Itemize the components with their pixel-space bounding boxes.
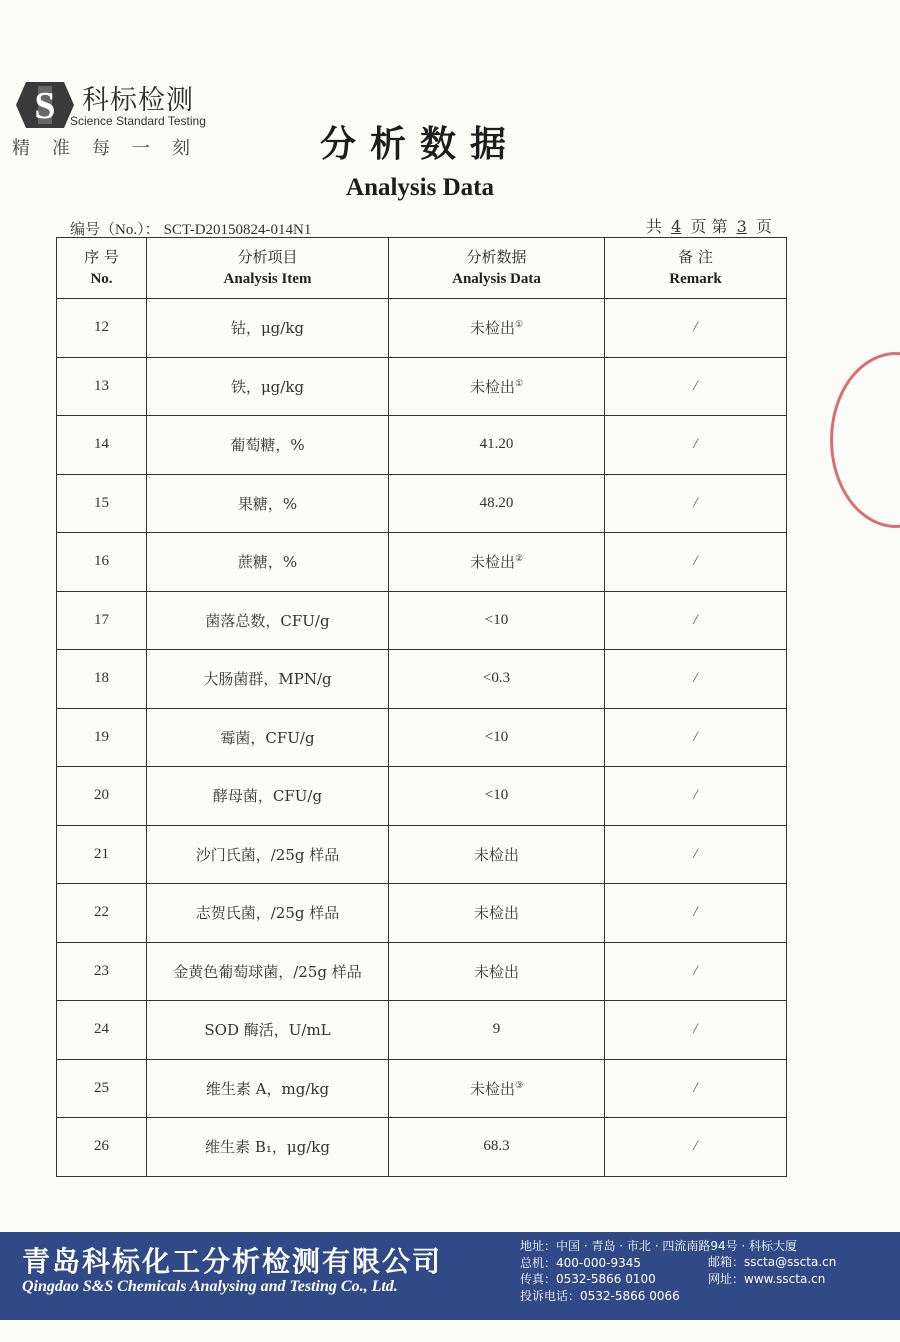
page-mid-text: 页 第 (690, 217, 728, 236)
row-remark: / (605, 357, 787, 416)
table-row (57, 942, 787, 1001)
row-no: 21 (57, 825, 147, 884)
row-no: 24 (57, 1001, 147, 1060)
row-no: 22 (57, 884, 147, 943)
row-item: 果糖，% (147, 474, 389, 533)
document-number-value: SCT-D20150824-014N1 (163, 222, 312, 238)
page-total: 4 (671, 217, 682, 236)
row-remark: / (605, 1001, 787, 1060)
row-remark: / (605, 767, 787, 826)
row-value: 未检出① (389, 357, 605, 416)
document-number-label: 编号（No.）： (70, 222, 160, 238)
row-no: 17 (57, 591, 147, 650)
row-no: 19 (57, 708, 147, 767)
row-item: 铁，μg/kg (147, 357, 389, 416)
row-item: 酵母菌，CFU/g (147, 767, 389, 826)
row-value: <10 (389, 591, 605, 650)
logo-english-name: Science Standard Testing (70, 114, 206, 128)
page-total-prefix: 共 (646, 217, 663, 236)
row-value: <10 (389, 708, 605, 767)
svg-text:S: S (34, 85, 56, 127)
footer-address: 地址：中国 · 青岛 · 市北 · 四流南路94号 · 科标大厦 (520, 1239, 798, 1253)
table-row (57, 708, 787, 767)
row-no: 26 (57, 1118, 147, 1177)
row-item: 大肠菌群，MPN/g (147, 650, 389, 709)
row-no: 16 (57, 533, 147, 592)
table-row (57, 1118, 787, 1177)
analysis-data-table (56, 237, 787, 1177)
row-item: 沙门氏菌，/25g 样品 (147, 825, 389, 884)
table-row (57, 825, 787, 884)
page-indicator (646, 214, 772, 237)
row-remark: / (605, 650, 787, 709)
footnote-marker: ① (514, 319, 524, 330)
row-item: 金黄色葡萄球菌，/25g 样品 (147, 942, 389, 1001)
row-remark: / (605, 942, 787, 1001)
footer-company-chinese: 青岛科标化工分析检测有限公司 (22, 1245, 443, 1278)
row-item: 志贺氏菌，/25g 样品 (147, 884, 389, 943)
table-row (57, 474, 787, 533)
table-row (57, 884, 787, 943)
row-remark: / (605, 825, 787, 884)
row-remark: / (605, 1059, 787, 1118)
table-row (57, 416, 787, 475)
row-no: 20 (57, 767, 147, 826)
row-remark: / (605, 474, 787, 533)
footnote-marker: ① (514, 377, 524, 388)
row-remark: / (605, 708, 787, 767)
table-row (57, 533, 787, 592)
row-value: 未检出① (389, 299, 605, 358)
table-row (57, 1001, 787, 1060)
table-row (57, 1059, 787, 1118)
row-remark: / (605, 884, 787, 943)
row-no: 12 (57, 299, 147, 358)
table-row (57, 357, 787, 416)
footer-phone: 总机：400-000-9345 (520, 1255, 642, 1270)
header-data: 分析数据 Analysis Data (389, 238, 605, 299)
logo-chinese-name: 科标检测 (82, 85, 194, 116)
logo-slogan: 精准每一刻 (12, 138, 212, 159)
row-value: 未检出② (389, 533, 605, 592)
row-item: 维生素 A，mg/kg (147, 1059, 389, 1118)
row-remark: / (605, 591, 787, 650)
page-title-english: Analysis Data (346, 174, 494, 201)
row-no: 25 (57, 1059, 147, 1118)
page-suffix: 页 (755, 217, 772, 236)
row-no: 14 (57, 416, 147, 475)
row-value: <10 (389, 767, 605, 826)
footer-fax: 传真：0532-5866 0100 (520, 1272, 656, 1286)
footer-email: 邮箱：sscta@sscta.cn (708, 1255, 837, 1269)
row-no: 18 (57, 650, 147, 709)
row-value: 68.3 (389, 1118, 605, 1177)
row-value: 未检出 (389, 884, 605, 943)
table-row (57, 299, 787, 358)
row-value: <0.3 (389, 650, 605, 709)
table-row (57, 767, 787, 826)
footer-website: 网址：www.sscta.cn (708, 1271, 826, 1286)
row-item: 菌落总数，CFU/g (147, 591, 389, 650)
header-no: 序 号 No. (57, 238, 147, 299)
row-remark: / (605, 299, 787, 358)
row-item: 钴，μg/kg (147, 299, 389, 358)
row-item: 葡萄糖，% (147, 416, 389, 475)
header-item: 分析项目 Analysis Item (147, 238, 389, 299)
table-header-row (57, 238, 787, 299)
footer-complaint: 投诉电话：0532-5866 0066 (520, 1288, 680, 1303)
row-value: 未检出③ (389, 1059, 605, 1118)
row-value: 未检出 (389, 942, 605, 1001)
row-remark: / (605, 1118, 787, 1177)
page-title-chinese: 分析数据 (319, 123, 520, 165)
row-no: 13 (57, 357, 147, 416)
table-row (57, 591, 787, 650)
row-remark: / (605, 533, 787, 592)
footnote-marker: ② (514, 553, 524, 564)
row-remark: / (605, 416, 787, 475)
row-item: 维生素 B₁，μg/kg (147, 1118, 389, 1177)
footnote-marker: ③ (514, 1079, 524, 1090)
row-value: 9 (389, 1001, 605, 1060)
row-item: SOD 酶活，U/mL (147, 1001, 389, 1060)
row-item: 霉菌，CFU/g (147, 708, 389, 767)
table-row (57, 650, 787, 709)
row-no: 23 (57, 942, 147, 1001)
company-footer (0, 1232, 900, 1320)
page-current: 3 (736, 217, 747, 236)
row-item: 蔗糖，% (147, 533, 389, 592)
row-value: 未检出 (389, 825, 605, 884)
footer-contact-right (708, 1254, 836, 1287)
document-number (66, 218, 311, 239)
row-no: 15 (57, 474, 147, 533)
footer-company-english: Qingdao S&S Chemicals Analysing and Testing Co., Ltd. (22, 1278, 398, 1295)
header-remark: 备 注 Remark (605, 238, 787, 299)
official-seal-stamp (830, 352, 900, 528)
row-value: 48.20 (389, 474, 605, 533)
row-value: 41.20 (389, 416, 605, 475)
